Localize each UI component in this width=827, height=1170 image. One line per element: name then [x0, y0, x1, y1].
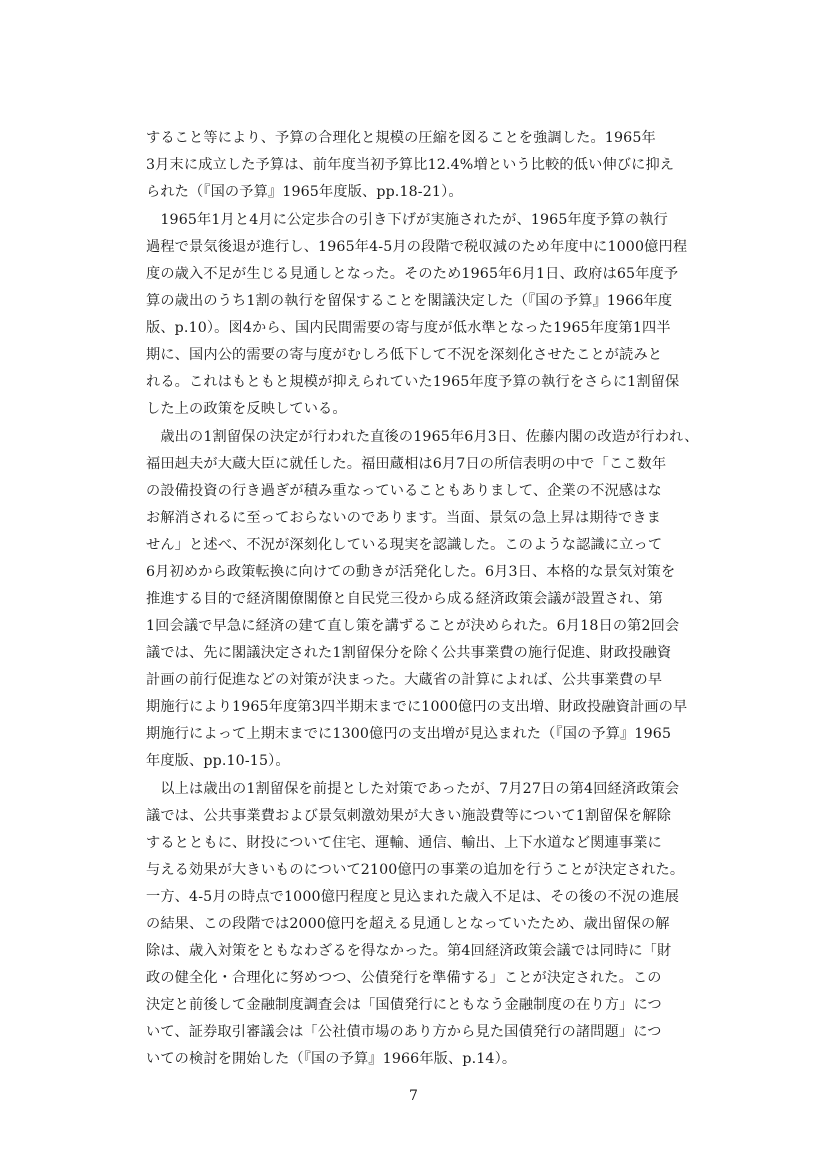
text-line: するとともに、財投について住宅、運輸、通信、輸出、上下水道など関連事業に [146, 835, 662, 851]
text-line: すること等により、予算の合理化と規模の圧縮を図ることを強調した。1965年 [146, 130, 656, 146]
text-line: 与える効果が大きいものについて2100億円の事業の追加を行うことが決定された。 [146, 862, 685, 878]
text-line: 歳出の1割留保の決定が行われた直後の1965年6月3日、佐藤内閣の改造が行われ、 [146, 429, 699, 445]
text-line: 過程で景気後退が進行し、1965年4-5月の段階で税収減のため年度中に1000億円程 [146, 239, 688, 255]
text-line: の結果、この段階では2000億円を超える見通しとなっていたため、歳出留保の解 [146, 916, 670, 932]
text-line: 政の健全化・合理化に努めつつ、公債発行を準備する」ことが決定された。この [146, 970, 662, 986]
text-line: した上の政策を反映している。 [146, 401, 347, 417]
text-line: 計画の前行促進などの対策が決まった。大蔵省の計算によれば、公共事業費の早 [146, 672, 663, 688]
page-number: 7 [409, 1088, 418, 1104]
text-line: 除は、歳入対策をともなわざるを得なかった。第4回経済政策会議では同時に「財 [146, 943, 672, 959]
text-line: れる。これはもともと規模が抑えられていた1965年度予算の執行をさらに1割留保 [146, 374, 680, 390]
text-line: 1回会議で早急に経済の建て直し策を講ずることが決められた。6月18日の第2回会 [146, 618, 680, 634]
text-line: いて、証券取引審議会は「公社債市場のあり方から見た国債発行の諸問題」につ [146, 1024, 662, 1040]
text-line: お解消されるに至っておらないのであります。当面、景気の急上昇は期待できま [146, 510, 662, 526]
text-line: 版、p.10）。図4から、国内民間需要の寄与度が低水準となった1965年度第1四半 [146, 320, 671, 336]
text-line: せん」と述べ、不況が深刻化している現実を認識した。このような認識に立って [146, 537, 663, 553]
text-line: 度の歳入不足が生じる見通しとなった。そのため1965年6月1日、政府は65年度予 [146, 266, 679, 282]
text-line: 期に、国内公的需要の寄与度がむしろ低下して不況を深刻化させたことが読みと [146, 347, 663, 363]
text-line: いての検討を開始した（『国の予算』1966年版、p.14）。 [146, 1051, 517, 1067]
text-line: の設備投資の行き過ぎが積み重なっていることもありまして、企業の不況感はな [146, 483, 662, 499]
text-line: 3月末に成立した予算は、前年度当初予算比12.4%増という比較的低い伸びに抑え [146, 157, 675, 173]
text-line: 一方、4-5月の時点で1000億円程度と見込まれた歳入不足は、その後の不況の進展 [146, 889, 680, 905]
text-line: 福田赳夫が大蔵大臣に就任した。福田蔵相は6月7日の所信表明の中で「ここ数年 [146, 456, 667, 472]
text-line: 期施行により1965年度第3四半期末までに1000億円の支出増、財政投融資計画の早 [146, 699, 688, 715]
text-line: 以上は歳出の1割留保を前提とした対策であったが、7月27日の第4回経済政策会 [146, 781, 680, 797]
text-line: 推進する目的で経済閣僚閣僚と自民党三役から成る経済政策会議が設置され、第 [146, 591, 664, 607]
text-line: 1965年1月と4月に公定歩合の引き下げが実施されたが、1965年度予算の執行 [146, 212, 668, 228]
text-line: 決定と前後して金融制度調査会は「国債発行にともなう金融制度の在り方」につ [146, 997, 662, 1013]
text-line: 議では、先に閣議決定された1割留保分を除く公共事業費の施行促進、財政投融資 [146, 645, 672, 661]
text-line: 期施行によって上期末までに1300億円の支出増が見込まれた（『国の予算』1965 [146, 726, 672, 742]
text-line: 議では、公共事業費および景気刺激効果が大きい施設費等について1割留保を解除 [146, 808, 672, 824]
text-line: 算の歳出のうち1割の執行を留保することを閣議決定した（『国の予算』1966年度 [146, 293, 673, 309]
text-line: 6月初めから政策転換に向けての動きが活発化した。6月3日、本格的な景気対策を [146, 564, 676, 580]
text-line: 年度版、pp.10-15）。 [146, 753, 290, 769]
text-line: られた（『国の予算』1965年度版、pp.18-21）。 [146, 184, 463, 200]
